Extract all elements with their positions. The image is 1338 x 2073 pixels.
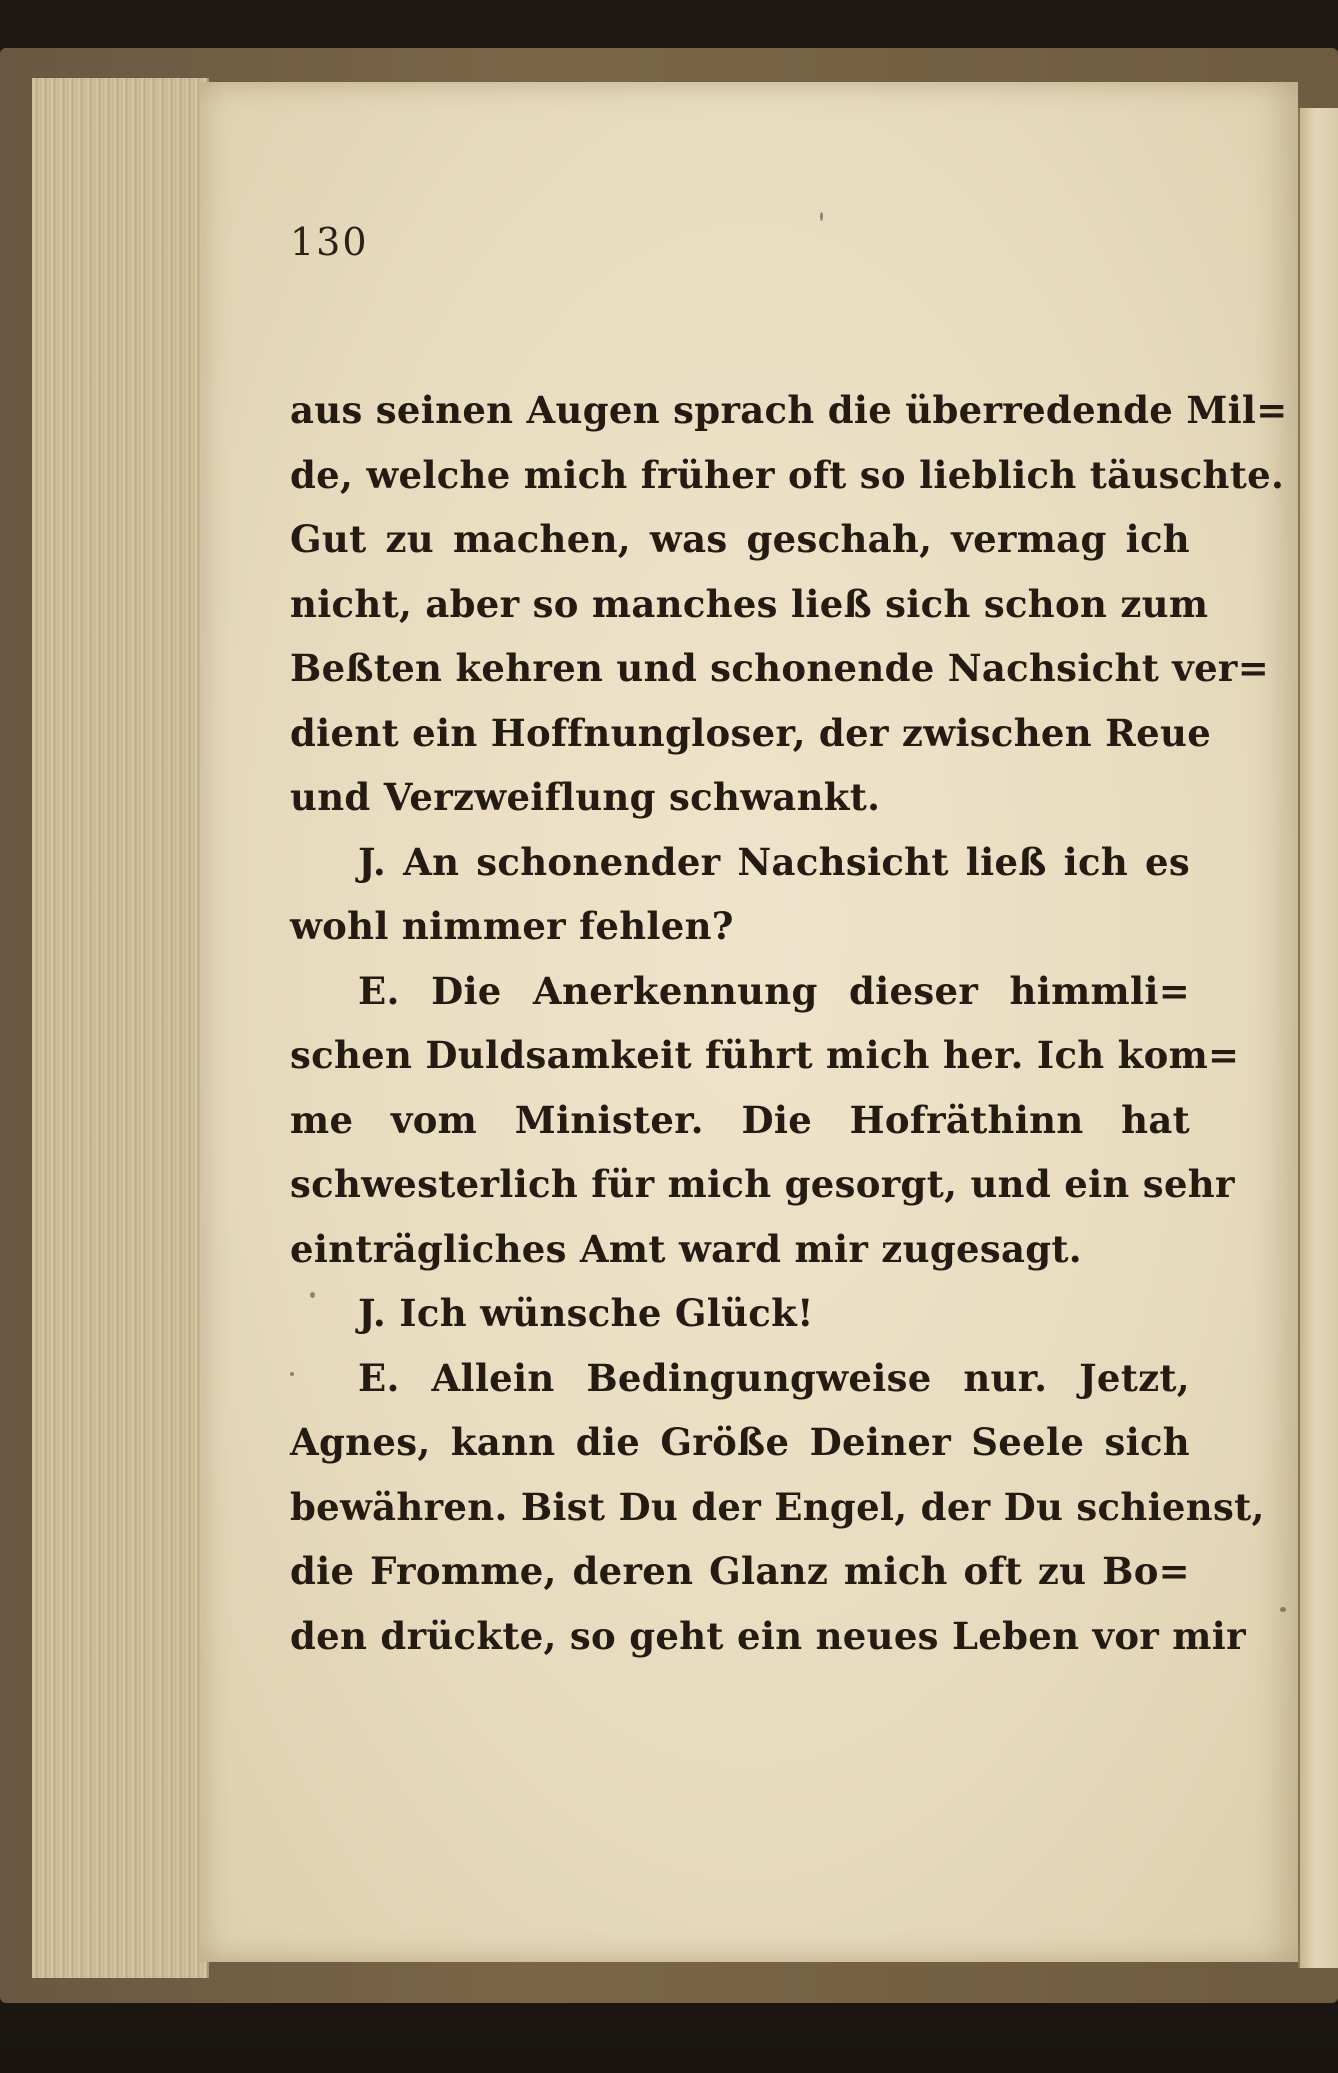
ink-speck bbox=[820, 212, 823, 221]
page-number: 130 bbox=[290, 220, 369, 264]
text-line: bewähren. Bist Du der Engel, der Du schienst, bbox=[290, 1484, 1265, 1529]
text-line: die Fromme, deren Glanz mich oft zu Bo= bbox=[290, 1549, 1190, 1593]
text-line: nicht, aber so manches ließ sich schon zum bbox=[290, 581, 1209, 626]
text-line: J. An schonender Nachsicht ließ ich es bbox=[358, 839, 1190, 884]
text-line: de, welche mich früher oft so lieblich täuschte. bbox=[290, 452, 1285, 497]
body-text bbox=[290, 378, 1288, 1668]
recto-page-edge bbox=[1298, 108, 1338, 1968]
text-line: E. Allein Bedingungweise nur. Jetzt, bbox=[358, 1355, 1190, 1400]
text-line: Agnes, kann die Größe Deiner Seele sich bbox=[290, 1420, 1190, 1464]
text-line: Beßten kehren und schonende Nachsicht ver= bbox=[290, 646, 1270, 690]
text-line: schen Duldsamkeit führt mich her. Ich kom= bbox=[290, 1033, 1240, 1077]
ink-speck bbox=[1280, 1607, 1286, 1612]
text-line: schwesterlich für mich gesorgt, und ein sehr bbox=[290, 1162, 1235, 1206]
text-line: Gut zu machen, was geschah, vermag ich bbox=[290, 517, 1190, 561]
text-line: einträgliches Amt ward mir zugesagt. bbox=[290, 1226, 1082, 1271]
text-line: und Verzweiflung schwankt. bbox=[290, 775, 881, 819]
text-line: me vom Minister. Die Hofräthinn hat bbox=[290, 1097, 1190, 1142]
text-line: den drückte, so geht ein neues Leben vor mir bbox=[290, 1613, 1246, 1658]
text-line: wohl nimmer fehlen? bbox=[290, 904, 734, 948]
page-edges bbox=[32, 78, 209, 1978]
text-line: E. Die Anerkennung dieser himmli= bbox=[358, 968, 1190, 1013]
text-line: dient ein Hoffnungloser, der zwischen Reue bbox=[290, 710, 1212, 755]
text-line: aus seinen Augen sprach die überredende Mil= bbox=[290, 388, 1288, 432]
text-line: J. Ich wünsche Glück! bbox=[358, 1291, 814, 1335]
